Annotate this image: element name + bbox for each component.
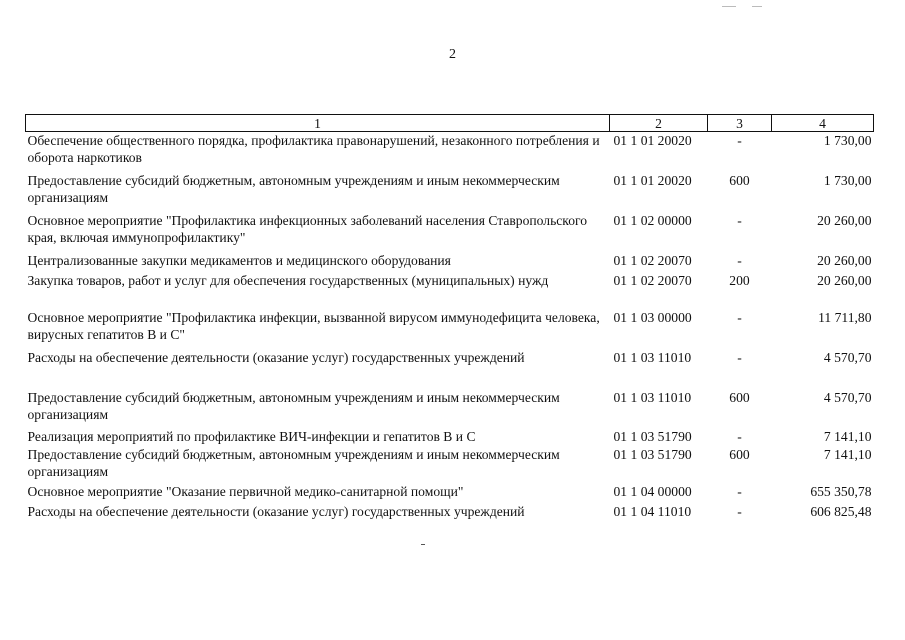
table-header-row bbox=[26, 115, 874, 132]
header-col-code: 2 bbox=[610, 115, 708, 132]
scan-speck bbox=[421, 544, 425, 545]
row-expense-type: 600 bbox=[729, 389, 750, 405]
table-row bbox=[26, 503, 874, 523]
row-name: Предоставление субсидий бюджетным, автономным учреждениям и иным некоммерческим организациям bbox=[27, 389, 560, 422]
header-col-amount: 4 bbox=[772, 115, 874, 132]
row-name: Основное мероприятие "Профилактика инфекции, вызванной вирусом иммунодефицита человека, вирусных гепатитов В и С" bbox=[27, 309, 600, 342]
row-code: 01 1 02 20070 bbox=[613, 252, 692, 268]
row-expense-type: 600 bbox=[729, 446, 750, 462]
row-expense-type: - bbox=[737, 349, 742, 365]
table-row bbox=[26, 172, 874, 212]
row-code: 01 1 04 11010 bbox=[613, 503, 692, 519]
row-amount: 7 141,10 bbox=[823, 446, 872, 462]
row-amount: 7 141,10 bbox=[823, 428, 872, 444]
row-amount: 20 260,00 bbox=[817, 212, 872, 228]
row-expense-type: - bbox=[737, 428, 742, 444]
table-row bbox=[26, 272, 874, 309]
table-row bbox=[26, 309, 874, 349]
row-code: 01 1 04 00000 bbox=[613, 483, 692, 499]
table-row bbox=[26, 446, 874, 483]
row-amount: 11 711,80 bbox=[818, 309, 872, 325]
row-amount: 1 730,00 bbox=[823, 172, 872, 188]
row-name: Реализация мероприятий по профилактике ВИЧ-инфекции и гепатитов В и С bbox=[27, 428, 476, 444]
row-expense-type: - bbox=[737, 483, 742, 499]
row-code: 01 1 03 51790 bbox=[613, 446, 692, 462]
row-code: 01 1 03 11010 bbox=[613, 349, 692, 365]
row-code: 01 1 01 20020 bbox=[613, 172, 692, 188]
row-code: 01 1 03 51790 bbox=[613, 428, 692, 444]
row-name: Централизованные закупки медикаментов и медицинского оборудования bbox=[27, 252, 451, 268]
scan-edge-mark bbox=[722, 6, 736, 7]
row-name: Основное мероприятие "Профилактика инфекционных заболеваний населения Ставропольского края, включая иммунопрофилактику" bbox=[27, 212, 588, 245]
row-name: Расходы на обеспечение деятельности (оказание услуг) государственных учреждений bbox=[27, 503, 525, 519]
row-expense-type: - bbox=[737, 309, 742, 325]
table-row bbox=[26, 483, 874, 503]
row-expense-type: - bbox=[737, 252, 742, 268]
row-name: Основное мероприятие "Оказание первичной медико-санитарной помощи" bbox=[27, 483, 464, 499]
row-expense-type: - bbox=[737, 503, 742, 519]
table-row bbox=[26, 389, 874, 428]
table-row bbox=[26, 349, 874, 389]
row-amount: 1 730,00 bbox=[823, 133, 872, 148]
row-name: Обеспечение общественного порядка, профилактика правонарушений, незаконного потребления и оборота наркотиков bbox=[27, 133, 600, 165]
row-code: 01 1 02 20070 bbox=[613, 272, 692, 288]
row-amount: 4 570,70 bbox=[823, 389, 872, 405]
header-col-name: 1 bbox=[26, 115, 610, 132]
row-expense-type: - bbox=[737, 133, 742, 148]
row-code: 01 1 03 00000 bbox=[613, 309, 692, 325]
row-code: 01 1 02 00000 bbox=[613, 212, 692, 228]
row-amount: 606 825,48 bbox=[810, 503, 872, 519]
table-row bbox=[26, 212, 874, 252]
row-amount: 655 350,78 bbox=[810, 483, 872, 499]
header-col-type: 3 bbox=[708, 115, 772, 132]
row-code: 01 1 01 20020 bbox=[613, 133, 692, 148]
row-expense-type: 200 bbox=[729, 272, 750, 288]
table-row bbox=[26, 252, 874, 272]
budget-table bbox=[25, 114, 874, 523]
row-expense-type: 600 bbox=[729, 172, 750, 188]
row-amount: 20 260,00 bbox=[817, 272, 872, 288]
row-code: 01 1 03 11010 bbox=[613, 389, 692, 405]
row-name: Предоставление субсидий бюджетным, автономным учреждениям и иным некоммерческим организациям bbox=[27, 446, 560, 479]
page-number: 2 bbox=[449, 47, 456, 62]
row-name: Предоставление субсидий бюджетным, автономным учреждениям и иным некоммерческим организациям bbox=[27, 172, 560, 205]
row-name: Расходы на обеспечение деятельности (оказание услуг) государственных учреждений bbox=[27, 349, 525, 365]
row-amount: 20 260,00 bbox=[817, 252, 872, 268]
table-row bbox=[26, 428, 874, 446]
table-row bbox=[26, 132, 874, 172]
row-amount: 4 570,70 bbox=[823, 349, 872, 365]
scan-edge-mark bbox=[752, 6, 762, 7]
row-expense-type: - bbox=[737, 212, 742, 228]
row-name: Закупка товаров, работ и услуг для обеспечения государственных (муниципальных) нужд bbox=[27, 272, 549, 288]
